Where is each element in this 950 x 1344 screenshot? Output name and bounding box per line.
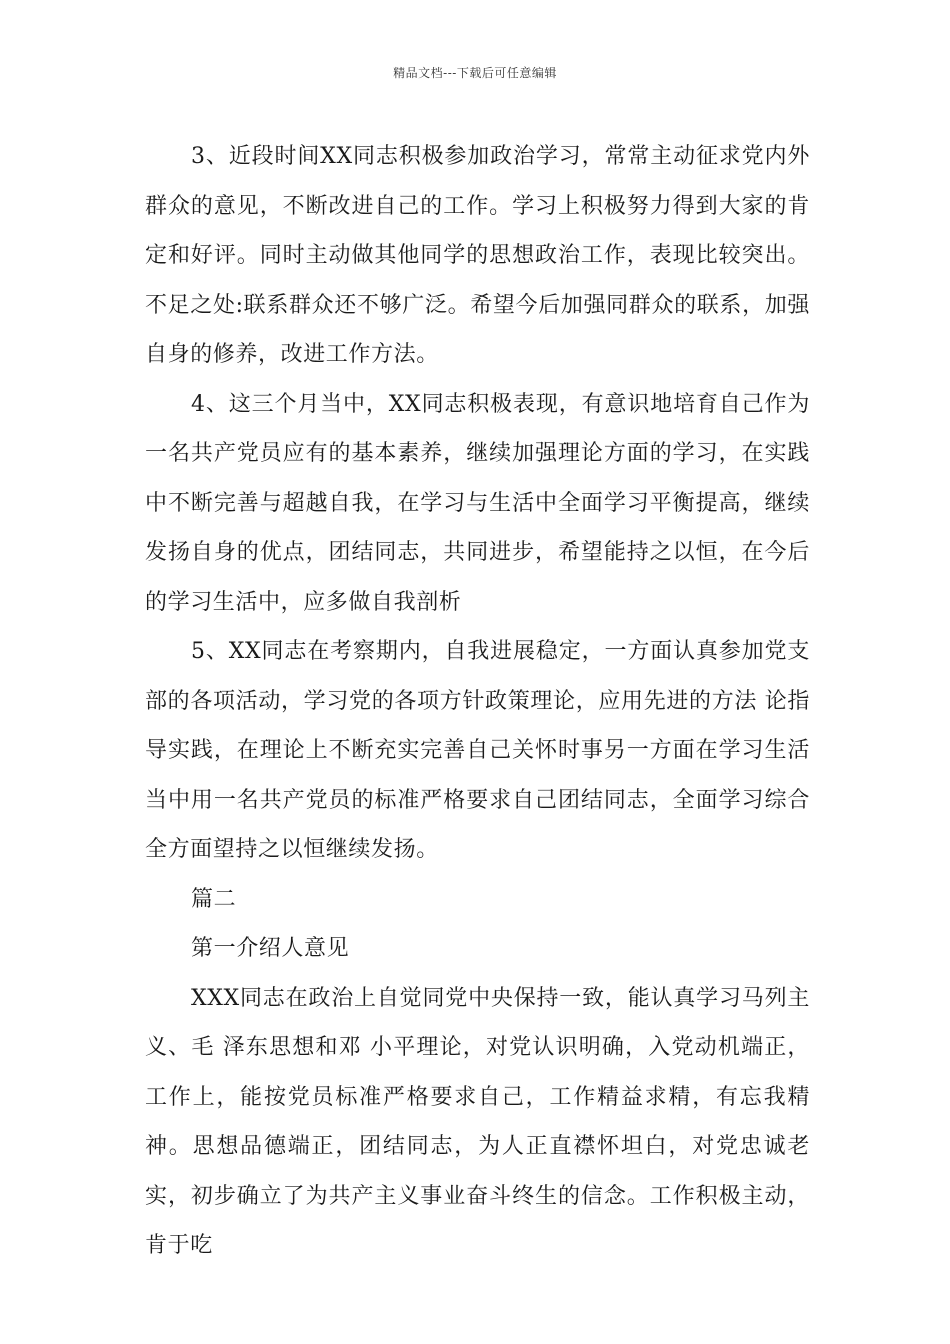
subsection-heading: 第一介绍人意见 — [191, 936, 350, 961]
paragraph-item-3: 3、近段时间XX同志积极参加政治学习，常常主动征求党内外群众的意见，不断改进自己的工作。学习上积极努力得到大家的肯定和好评。同时主动做其他同学的思想政治工作，表现比较突出。不足之处:联系群众还不够广泛。希望今后加强同群众的联系，加强自身的修养，改进工作方法。 — [145, 144, 810, 367]
page-header: 精品文档---下载后可任意编辑 — [393, 66, 557, 80]
paragraph-item-4: 4、这三个月当中，XX同志积极表现，有意识地培育自己作为一名共产党员应有的基本素养，继续加强理论方面的学习，在实践中不断完善与超越自我，在学习与生活中全面学习平衡提高，继续发扬自身的优点，团结同志，共同进步，希望能持之以恒，在今后的学习生活中，应多做自我剖析 — [145, 391, 810, 615]
paragraph-item-5: 5、XX同志在考察期内，自我进展稳定，一方面认真参加党支部的各项活动，学习党的各项方针政策理论，应用先进的方法 论指导实践，在理论上不断充实完善自己关怀时事另一方面在学习生活当中用一名共产党员的标准严格要求自己团结同志，全面学习综合全方面望持之以恒继续发扬。 — [145, 639, 810, 862]
document-body — [145, 132, 810, 1271]
section-heading: 篇二 — [191, 886, 237, 912]
introducer-opinion-paragraph: XXX同志在政治上自觉同党中央保持一致，能认真学习马列主义、毛 泽东思想和邓 小平理论，对党认识明确，入党动机端正，工作上，能按党员标准严格要求自己，工作精益求精，有忘我精神。思想品德端正，团结同志，为人正直襟怀坦白，对党忠诚老实，初步确立了为共产主义事业奋斗终生的信念。工作积极主动，肯于吃 — [145, 985, 810, 1258]
